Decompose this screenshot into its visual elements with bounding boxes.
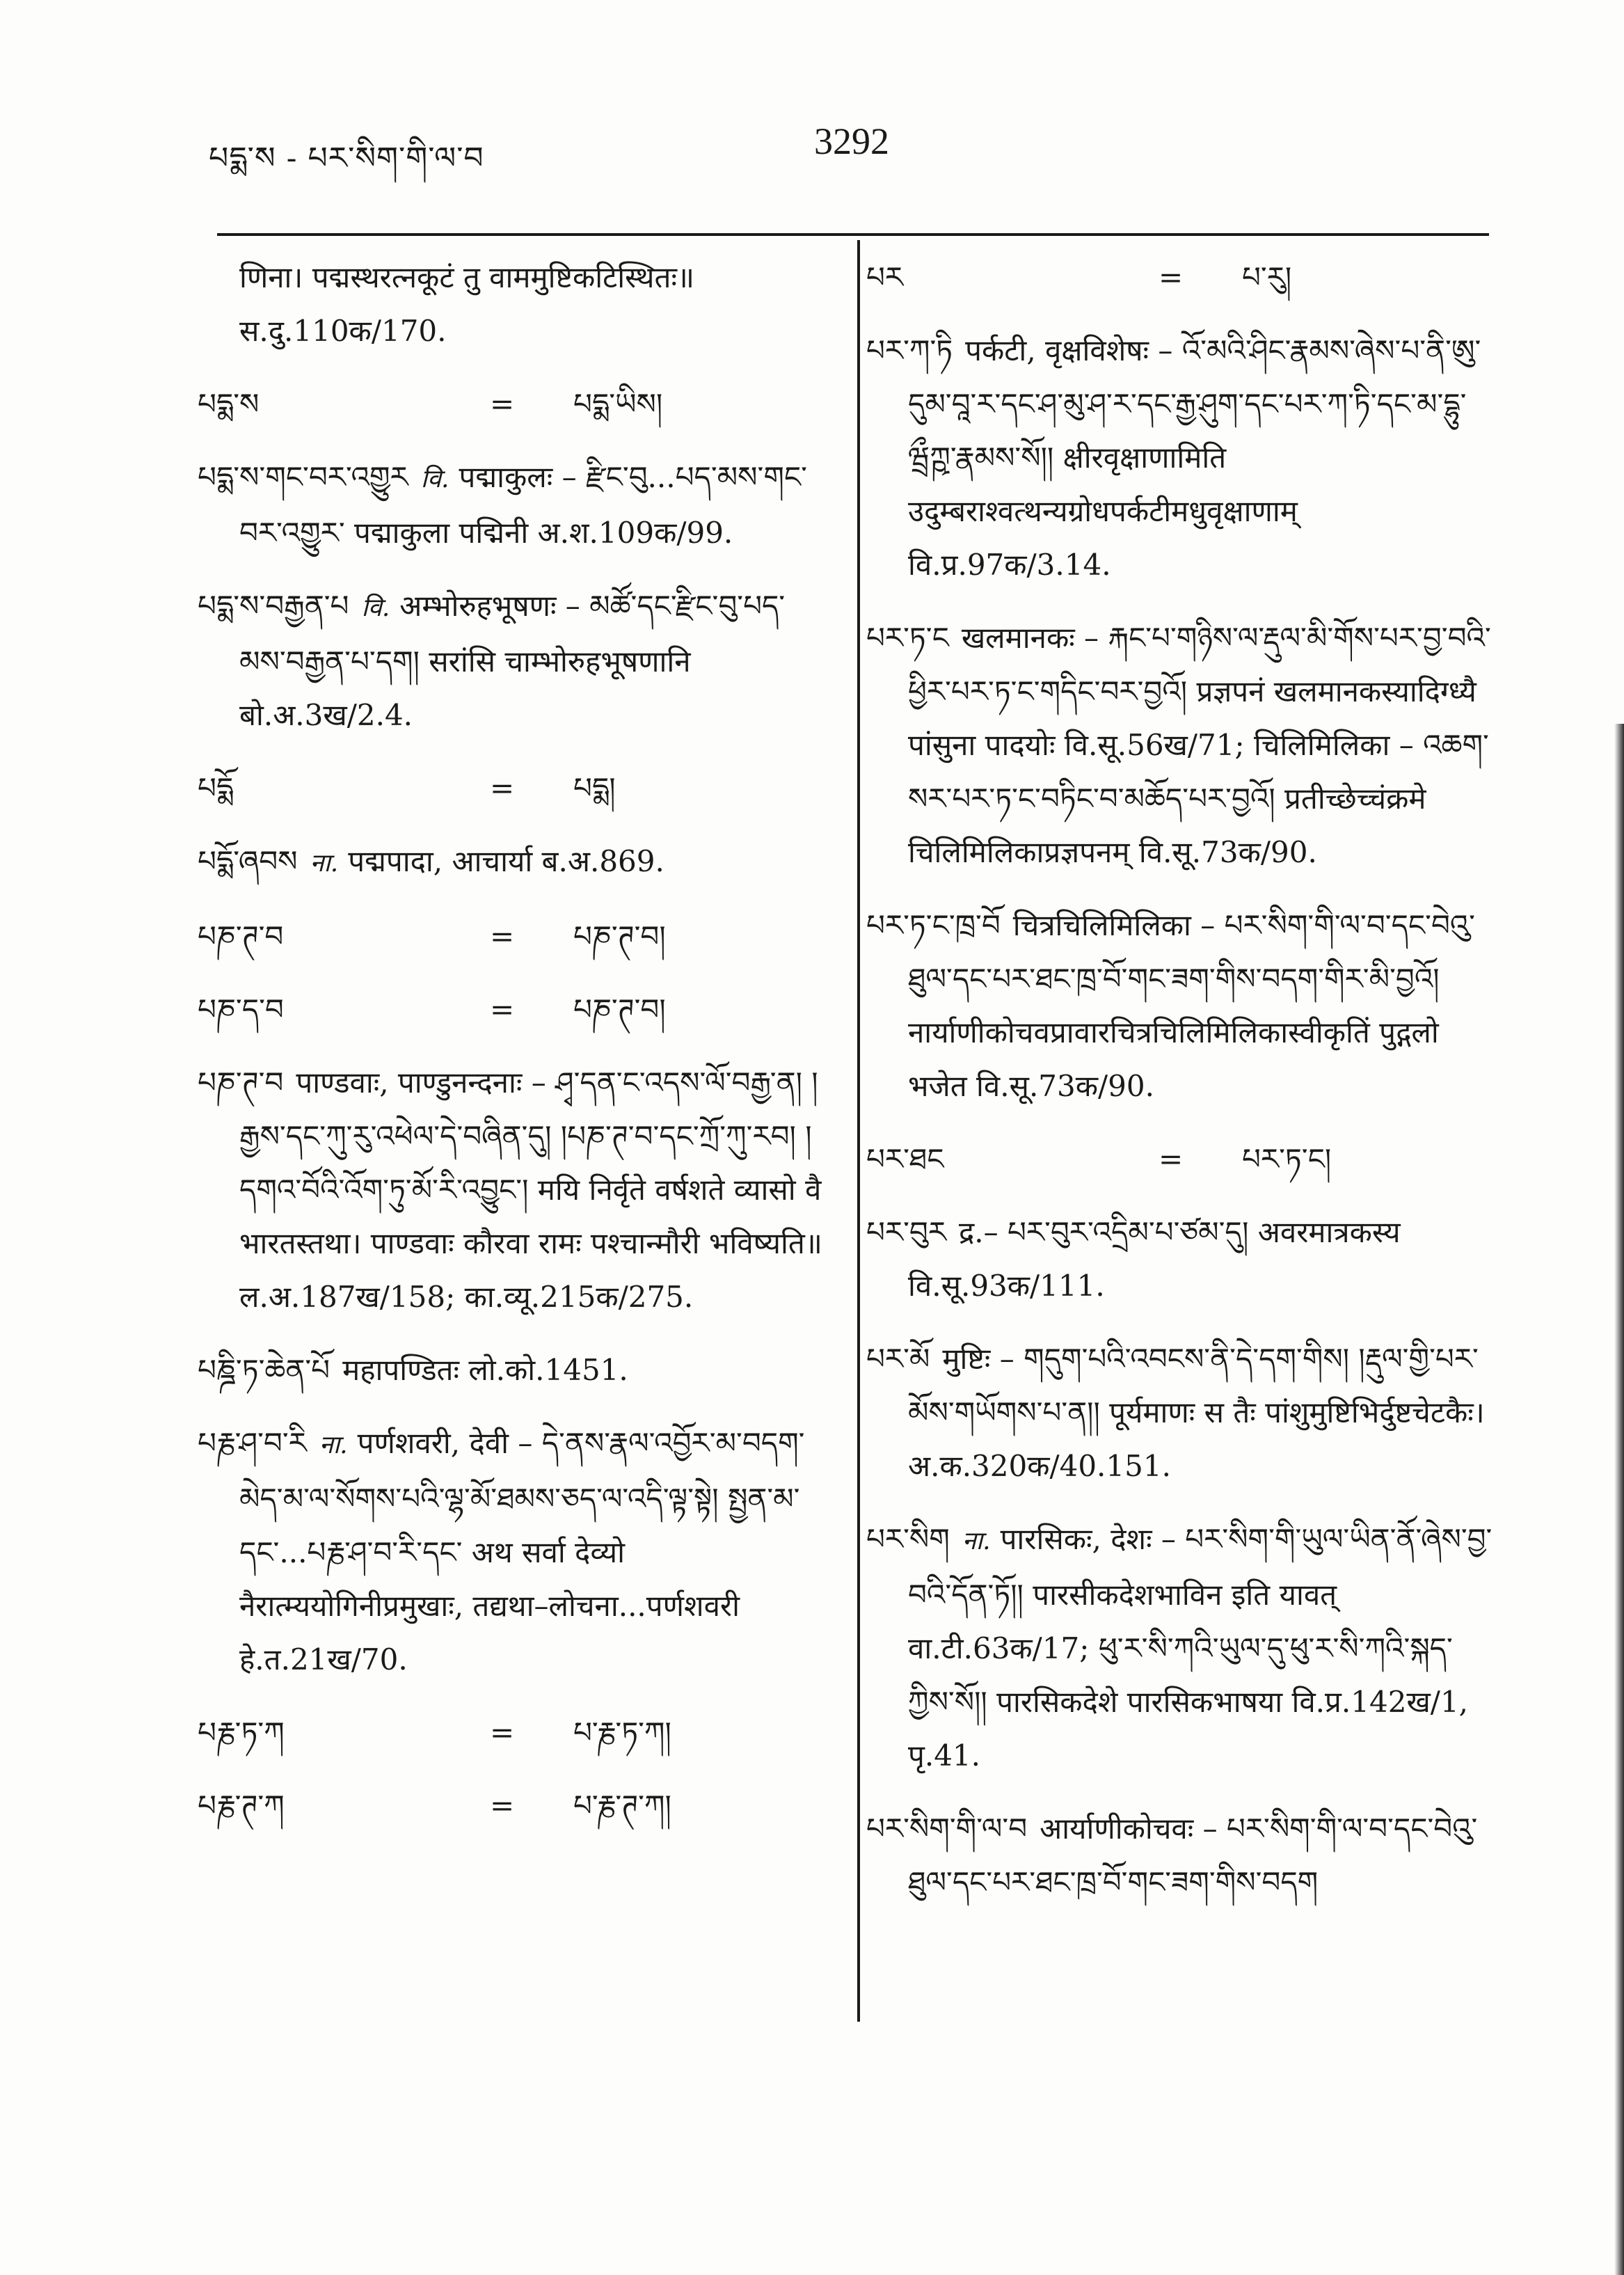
- grammar-label: ना.: [310, 849, 339, 878]
- reference-target: པ་རྞ་ཊ་ཀ།: [573, 1789, 671, 1823]
- reference-target: པདྨ།: [573, 771, 616, 805]
- reference-target: པར་ཏ་ང།: [1242, 1142, 1332, 1176]
- scan-edge-shadow: [1614, 724, 1624, 2275]
- equals-sign: =: [490, 992, 515, 1026]
- headword: པདྨོ: [198, 771, 234, 805]
- cross-reference-entry: [866, 1132, 1492, 1186]
- dictionary-entry: [198, 1343, 827, 1397]
- definition-text: चित्रचिलिमिलिका – པར་སིག་གི་ལ་བ་དང་བེའུ་ཐུལ་དང་པར་ཐང་ཁྲ་བོ་གང་ཟག་གིས་བདག་གིར་མི་བྱའོ། नार्याणीकोचवप्रावारचित्रचिलिमिलिकास्वीकृतिं पुद्गलो भजेत वि.सू.73क/90.: [908, 908, 1476, 1103]
- definition-text: पर्णशवरी, देवी – དེ་ནས་རྣལ་འབྱོར་མ་བདག་མེད་མ་ལ་སོགས་པའི་ལྷ་མོ་ཐམས་ཅད་ལ་འདི་ལྟ་སྟེ། སྤྱན་མ་དང་...པརྞ་ཤ་བ་རི་དང་ अथ सर्वा देव्यो नैरात्म्ययोगिनीप्रमुखाः, तद्यथा–लोचना...पर्णशवरी हे.त.21ख/70.: [239, 1426, 805, 1676]
- dictionary-entry: [198, 579, 827, 742]
- definition-text: अम्भोरुहभूषणः – མཚོ་དང་རྫིང་བུ་པད་མས་བརྒྱན་པ་དག། सरांसि चाम्भोरुहभूषणानि बो.अ.3ख/2.4.: [239, 589, 786, 732]
- equals-sign: =: [490, 387, 515, 421]
- cross-reference-entry: [198, 1706, 827, 1759]
- grammar-label: ना.: [962, 1527, 991, 1555]
- dictionary-entry: [198, 834, 827, 890]
- equals-sign: =: [490, 771, 515, 805]
- reference-target: པ་རྞ་ཏ་ཀ།: [573, 1715, 671, 1750]
- reference-target: པ་རུ།: [1242, 260, 1292, 294]
- reference-target: པཎ་ཊ་བ།: [573, 992, 666, 1026]
- definition-text: पारसिकः, देशः – པར་སིག་གི་ཡུལ་ཡིན་ནོ་ཞེས་བྱ་བའི་དོན་ཏོ།། पारसीकदेशभाविन इति यावत् वा.टी.63क/17; ཕུ་ར་སི་ཀའི་ཡུལ་དུ་ཕུ་ར་སི་ཀའི་སྐད་ཀྱིས་སོ།། पारसिकदेशे पारसिकभाषया वि.प्र.142ख/1, पृ.41.: [908, 1522, 1492, 1773]
- header-rule: [217, 233, 1489, 236]
- definition-text: मुष्टिः – གདུག་པའི་འབངས་ནི་དེ་དག་གིས། །རྡུལ་གྱི་པར་མོས་གཡོགས་པ་ན།། पूर्यमाणः स तैः पांशुमुष्टिभिर्दुष्टचेटकैः। अ.क.320क/40.151.: [908, 1342, 1485, 1483]
- headword: པཎ་ཊ་བ: [198, 919, 284, 953]
- equals-sign: =: [490, 919, 515, 953]
- headword: པར་སིག: [866, 1522, 950, 1556]
- dictionary-entry: [866, 611, 1492, 879]
- dictionary-entry: [866, 1802, 1492, 1909]
- definition-text: पाण्डवाः, पाण्डुनन्दनाः – ཤྭ་དན་ང་འདས་ལོ་བརྒྱ་ན། །རྒྱས་དང་ཀུ་རུ་འཕེལ་དེ་བཞིན་དུ། །པཎ་ཊ་བ་དང་ཀྲོ་ཀུ་རབ། །དགའ་བོའི་འོག་ཏུ་མོ་རི་འབྱུང་། मयि निर्वृते वर्षशते व्यासो वै भारतस्तथा। पाण्डवाः कौरवा रामः पश्चान्मौरी भविष्यति॥ ल.अ.187ख/158; का.व्यू.215क/275.: [239, 1065, 822, 1314]
- headword: པར་ཐང: [866, 1142, 944, 1176]
- cross-reference-entry: [198, 761, 827, 815]
- definition-text: पद्माकुलः – རྫིང་བུ...པད་མས་གང་བར་འགྱུར་ पद्माकुला पद्मिनी अ.श.109क/99.: [239, 460, 807, 550]
- reference-target: པདྨ་ཡིས།: [573, 387, 663, 421]
- continued-entry-text: णिना। पद्मस्थरत्नकूटं तु वाममुष्टिकटिस्थितः॥ स.दु.110क/170.: [239, 260, 695, 348]
- dictionary-entry: [866, 324, 1492, 592]
- headword: པར་མོ: [866, 1342, 930, 1376]
- equals-sign: =: [1159, 260, 1184, 294]
- dictionary-entry: [198, 450, 827, 560]
- dictionary-entry: [866, 1512, 1492, 1782]
- definition-text: आर्याणीकोचवः – པར་སིག་གི་ལ་བ་དང་བེའུ་ཐུལ་དང་པར་ཐང་ཁྲ་བོ་གང་ཟག་གིས་བདག: [908, 1812, 1478, 1899]
- headword: པར་ཏ་ང་ཁྲ་བོ: [866, 908, 1001, 942]
- headword: པདྨོ་ཞབས: [198, 844, 298, 878]
- headword: པཎ་ཊ་བ: [198, 1065, 284, 1100]
- dictionary-entry: [866, 898, 1492, 1113]
- cross-reference-entry: [198, 983, 827, 1036]
- definition-text: पर्कटी, वृक्षविशेषः – འོ་མའི་ཤིང་རྣམས་ཞེས་པ་ནི་ཨུ་དུམ་བཱ་ར་དང་ཤ་མུ་ཤ་ར་དང་རྒྱ་ཤུག་དང་པར་ཀ་ཏི་དང་མ་དྷུ་ཝྲྀཀྵ་རྣམས་སོ།། क्षीरवृक्षाणामिति उदुम्बराश्वत्थन्यग्रोधपर्कटीमधुवृक्षाणाम् वि.प्र.97क/3.14.: [908, 333, 1481, 582]
- equals-sign: =: [490, 1715, 515, 1750]
- headword: པར་སིག་གི་ལ་བ: [866, 1812, 1028, 1846]
- grammar-label: वि.: [361, 594, 390, 622]
- headword: པར: [866, 260, 904, 294]
- headword: པར་ཀ་ཏི: [866, 333, 953, 367]
- dictionary-entry: [866, 1332, 1492, 1493]
- dictionary-entry: [198, 1416, 827, 1686]
- headword: པདྨ་ས་གང་བར་འགྱུར: [198, 460, 408, 494]
- equals-sign: =: [1159, 1142, 1184, 1176]
- reference-target: པཎ་ཊ་བ།: [573, 919, 666, 953]
- headword: པརྞ་ཊ་ཀ: [198, 1789, 285, 1823]
- cross-reference-entry: [198, 1779, 827, 1832]
- cross-reference-entry: [198, 910, 827, 963]
- definition-text: द्र.– པར་བུར་འདྲིམ་པ་ཙམ་དུ། अवरमात्रकस्य वि.सू.93क/111.: [908, 1215, 1401, 1303]
- dictionary-entry: [866, 1205, 1492, 1313]
- running-head: པདྨ་ས - པར་སིག་གི་ལ་བ: [209, 141, 484, 176]
- grammar-label: वि.: [420, 465, 449, 493]
- headword: པར་བུར: [866, 1215, 946, 1249]
- headword: པདྨ་ས: [198, 387, 260, 421]
- right-column: [866, 251, 1492, 1928]
- cross-reference-entry: [198, 377, 827, 431]
- dictionary-entry: [198, 1056, 827, 1324]
- definition-text: खलमानकः – རྐང་པ་གཉིས་ལ་རྡུལ་མི་གོས་པར་བྱ་བའི་ཕྱིར་པར་ཏ་ང་གདིང་བར་བྱའོ། प्रज्ञपनं खलमानकस्यादिग्ध्यै पांसुना पादयोः वि.सू.56ख/71; चिलिमिलिका – འཆག་སར་པར་ཏ་ང་བཏིང་བ་མཆོད་པར་བྱའོ། प्रतीच्छेच्चंक्रमे चिलिमिलिकाप्रज्ञपनम् वि.सू.73क/90.: [908, 621, 1491, 869]
- definition-text: पद्मपादा, आचार्या ब.अ.869.: [348, 844, 664, 878]
- headword: པདྨ་ས་བརྒྱན་པ: [198, 589, 349, 623]
- page-number: 3292: [814, 120, 889, 162]
- headword: པཎ་ད་བ: [198, 992, 284, 1026]
- definition-text: महापण्डितः लो.को.1451.: [342, 1353, 628, 1387]
- grammar-label: ना.: [319, 1431, 348, 1459]
- left-column: [198, 251, 827, 1852]
- headword: པརྞ་ཤ་བ་རི: [198, 1426, 307, 1460]
- headword: པཎྜི་ཏ་ཆེན་པོ: [198, 1353, 331, 1387]
- cross-reference-entry: [866, 251, 1492, 304]
- headword: པར་ཏ་ང: [866, 621, 949, 655]
- equals-sign: =: [490, 1789, 515, 1823]
- column-divider: [857, 240, 860, 2022]
- headword: པརྞ་ཏ་ཀ: [198, 1715, 285, 1750]
